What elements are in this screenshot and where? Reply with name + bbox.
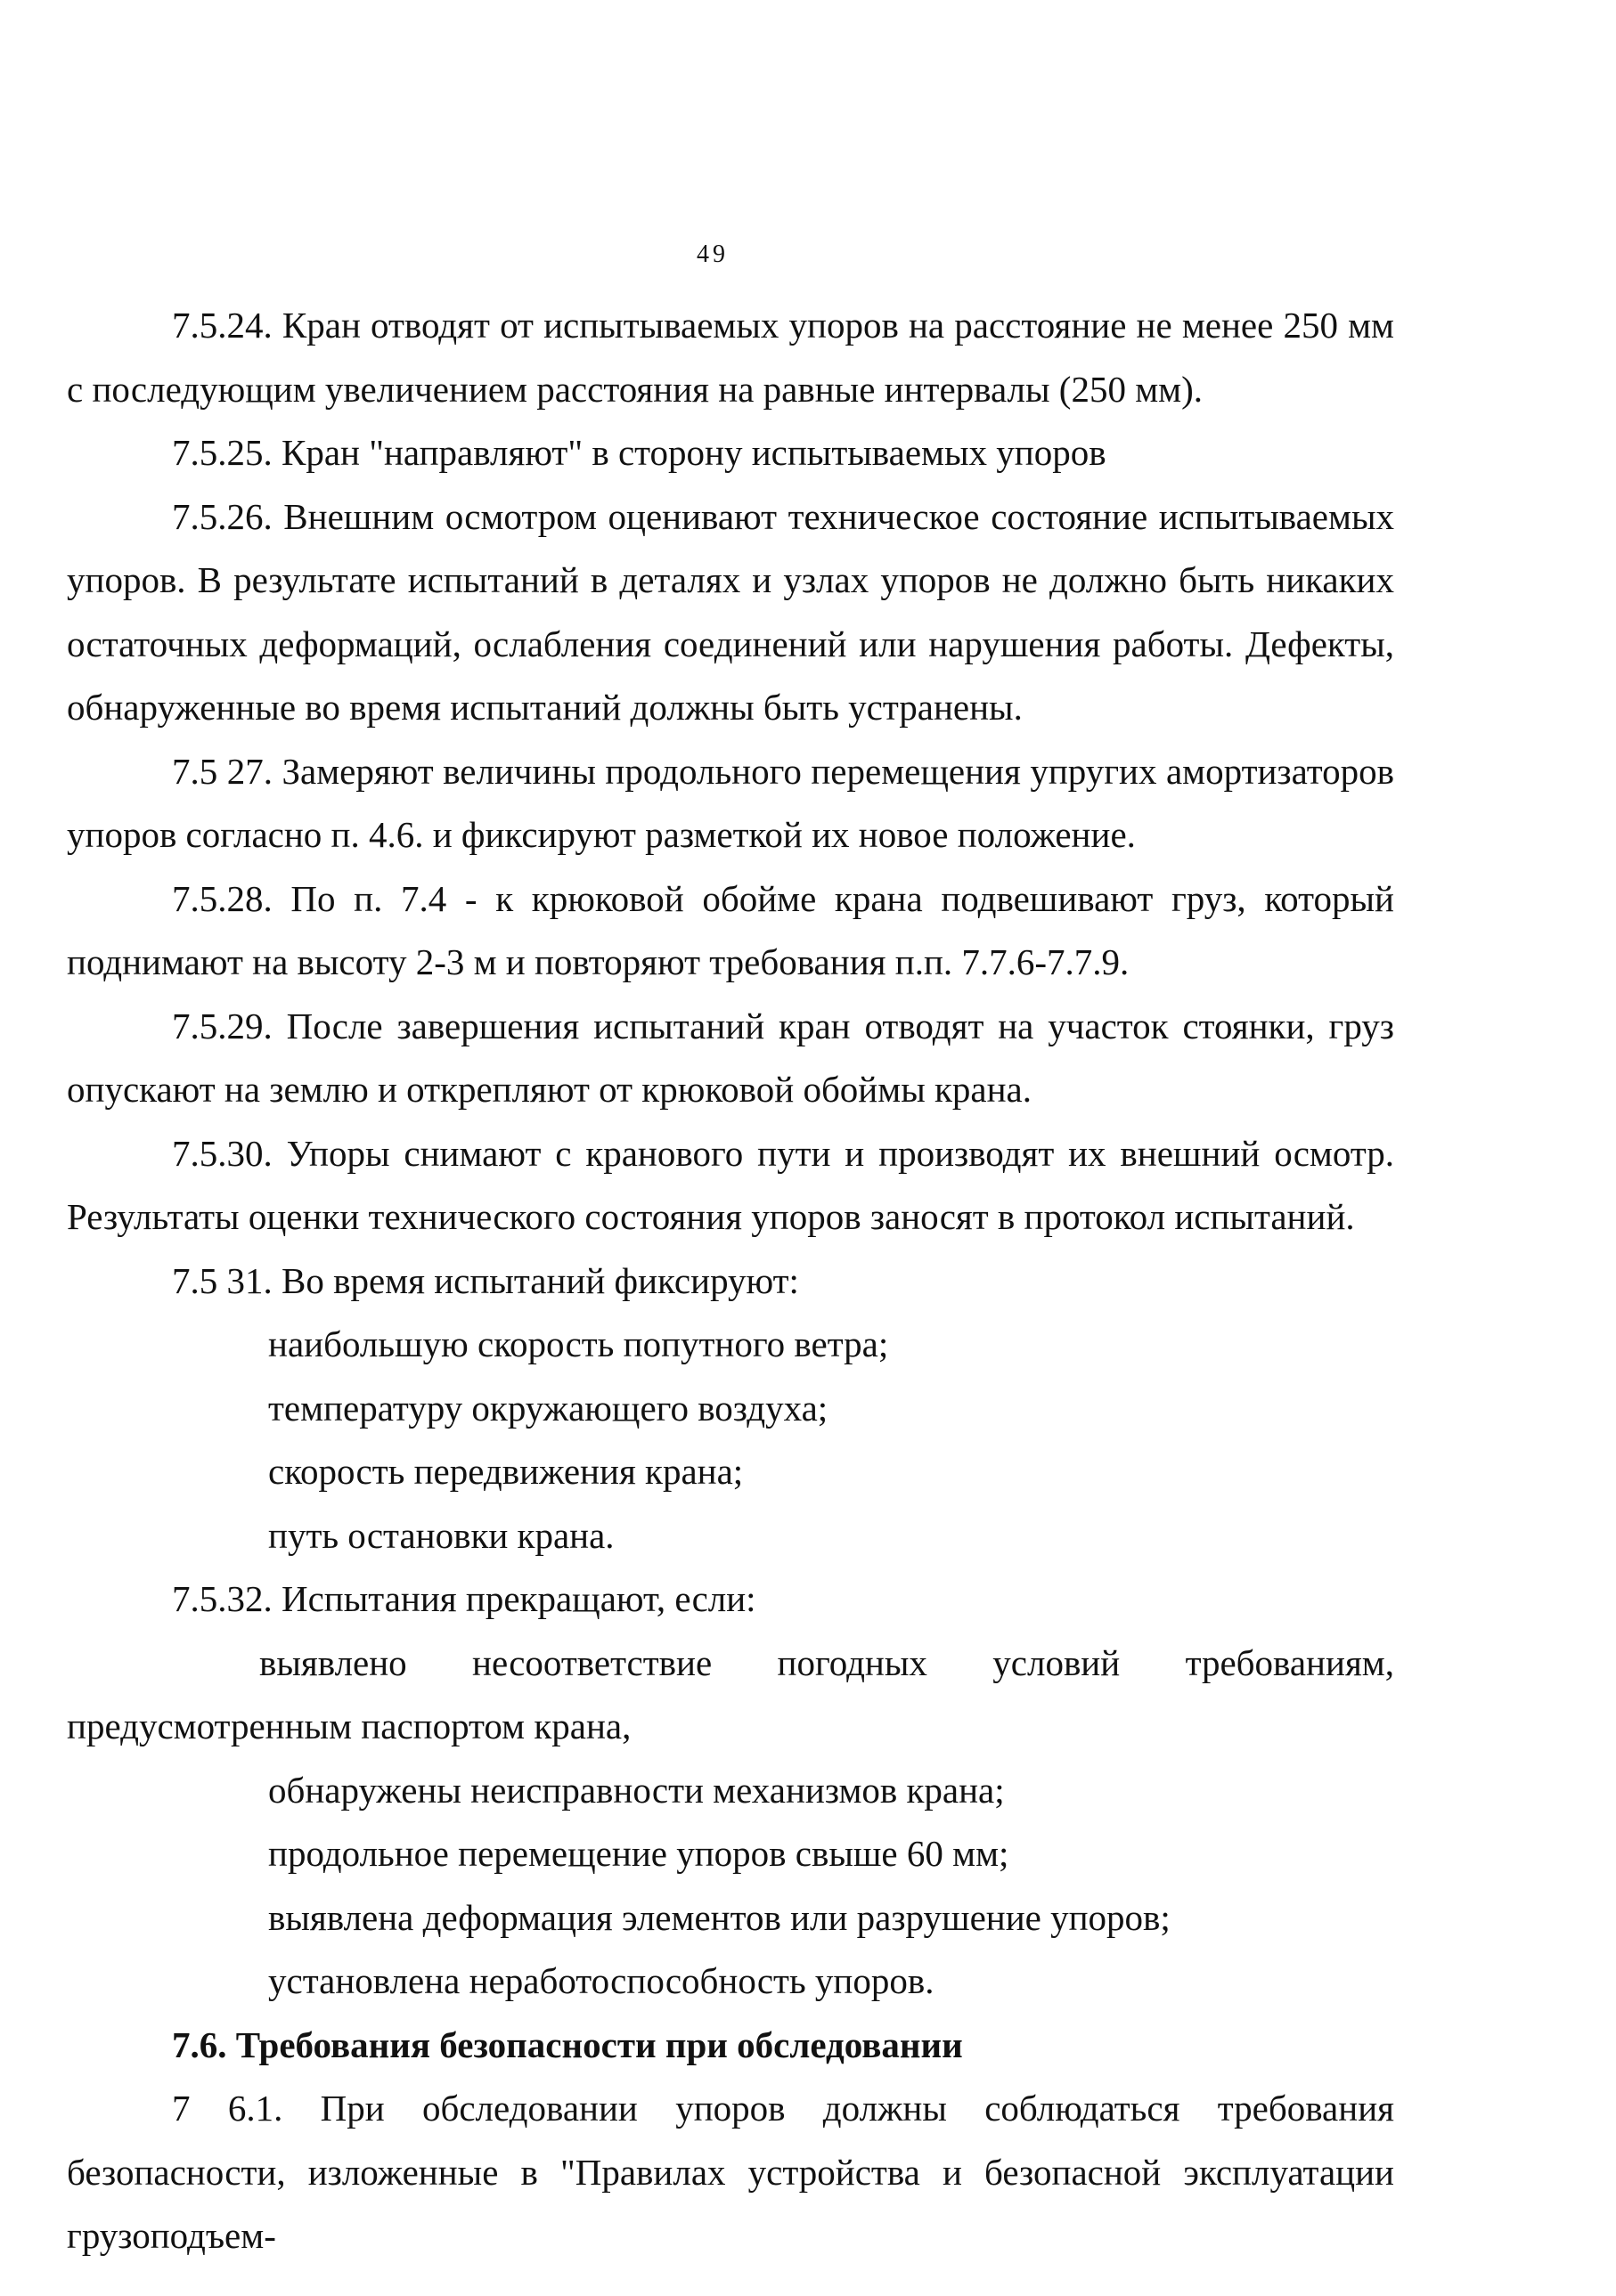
list-item: установлена неработоспособность упоров.: [268, 1960, 935, 2001]
list-item: продольное перемещение упоров свыше 60 мм;: [268, 1833, 1009, 1874]
paragraph-7-5-27: 7.5 27. Замеряют величины продольного перемещения упругих амортизаторов упоров согласно п. 4.6. и фиксируют разметкой их новое положение.: [67, 750, 1394, 855]
list-item: выявлена деформация элементов или разрушение упоров;: [268, 1896, 1171, 1938]
list-item: скорость передвижения крана;: [268, 1451, 744, 1492]
paragraph-7-5-24: 7.5.24. Кран отводят от испытываемых упоров на расстояние не менее 250 мм с последующим увеличением расстояния на равные интервалы (250 мм).: [67, 305, 1394, 410]
paragraph-7-6-1: 7 6.1. При обследовании упоров должны соблюдаться требования безопасности, изложенные в "Правилах устройства и безопасной эксплуатации грузоподъем-: [67, 2088, 1394, 2256]
paragraph-7-5-31: 7.5 31. Во время испытаний фиксируют:: [172, 1259, 799, 1301]
paragraph-7-5-32: 7.5.32. Испытания прекращают, если:: [172, 1578, 756, 1619]
list-item: обнаружены неисправности механизмов крана;: [268, 1769, 1005, 1811]
list-item: выявлено несоответствие погодных условий требованиям, предусмотренным паспортом крана,: [67, 1641, 1394, 1746]
document-body: [67, 294, 1394, 2268]
paragraph-7-5-26: 7.5.26. Внешним осмотром оценивают техническое состояние испытываемых упоров. В результате испытаний в деталях и узлах упоров не должно быть никаких остаточных деформаций, ослабления соединений или нарушения работы. Дефекты, обнаруженные во время испытаний должны быть устранены.: [67, 495, 1394, 728]
list-item: наибольшую скорость попутного ветра;: [268, 1323, 889, 1364]
paragraph-7-5-30: 7.5.30. Упоры снимают с кранового пути и производят их внешний осмотр. Результаты оценки технического состояния упоров заносят в протокол испытаний.: [67, 1132, 1394, 1237]
paragraph-7-5-25: 7.5.25. Кран "направляют" в сторону испытываемых упоров: [172, 432, 1106, 473]
page-number: 49: [697, 240, 729, 268]
list-item: путь остановки крана.: [268, 1514, 615, 1556]
paragraph-7-5-28: 7.5.28. По п. 7.4 - к крюковой обойме крана подвешивают груз, который поднимают на высоту 2-3 м и повторяют требования п.п. 7.7.6-7.7.9.: [67, 877, 1394, 982]
paragraph-7-5-29: 7.5.29. После завершения испытаний кран отводят на участок стоянки, груз опускают на землю и открепляют от крюковой обоймы крана.: [67, 1005, 1394, 1110]
list-item: температуру окружающего воздуха;: [268, 1387, 828, 1429]
section-heading-7-6: 7.6. Требования безопасности при обследовании: [172, 2023, 963, 2065]
